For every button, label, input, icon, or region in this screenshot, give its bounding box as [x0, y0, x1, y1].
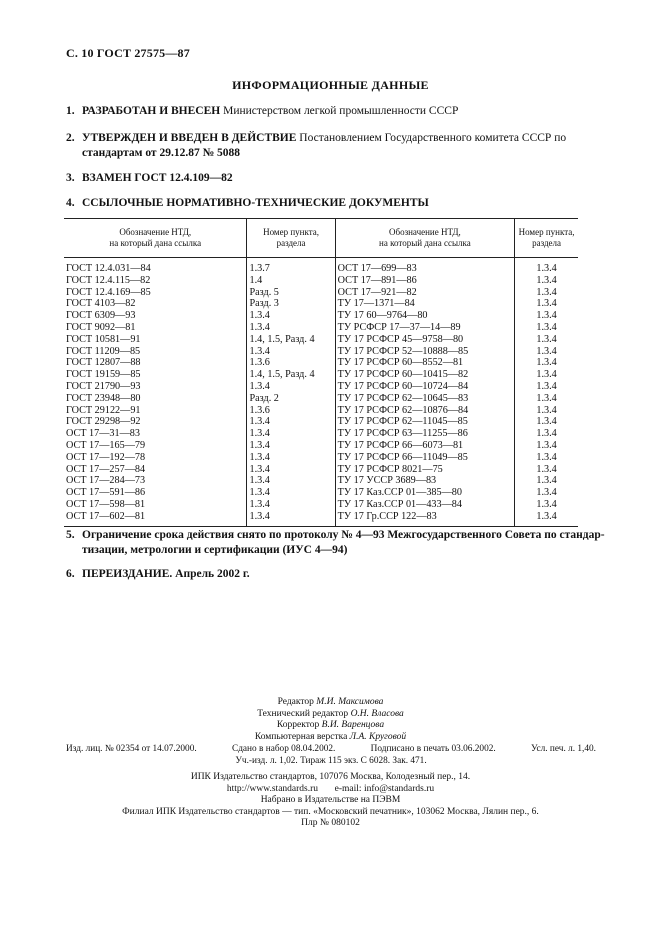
doc-cell: ОСТ 17—891—86 — [335, 275, 514, 287]
point-cell: 1.4, 1.5, Разд. 4 — [247, 334, 335, 346]
doc-cell: ГОСТ 29122—91 — [66, 404, 141, 416]
point-cell: 1.4 — [247, 275, 335, 287]
point-cell: Разд. 2 — [247, 393, 335, 405]
doc-cell: ТУ 17 РСФСР 62—11045—85 — [335, 416, 514, 428]
doc-cell: ТУ 17 Гр.ССР 122—83 — [335, 511, 514, 526]
point-cell: 1.3.4 — [515, 511, 578, 526]
col-header-point: Номер пункта, раздела — [515, 219, 578, 258]
reference-table — [64, 218, 578, 527]
credit-line: Компьютерная верстка Л.А. Круговой — [254, 731, 407, 742]
table-row — [64, 346, 578, 358]
doc-cell: ГОСТ 12807—88 — [66, 357, 141, 369]
point-cell: 1.3.4 — [247, 487, 335, 499]
table-row — [64, 258, 578, 275]
item-text: Апрель 2002 г. — [172, 568, 250, 580]
item-heading: ВЗАМЕН ГОСТ 12.4.109—82 — [82, 172, 233, 184]
doc-cell: ГОСТ 12.4.169—85 — [66, 286, 151, 298]
point-cell: 1.3.4 — [515, 452, 578, 464]
point-cell: 1.3.4 — [247, 499, 335, 511]
doc-cell: ТУ 17 РСФСР 60—10724—84 — [335, 381, 514, 393]
point-cell: 1.3.4 — [515, 487, 578, 499]
item-number: 2. — [66, 132, 75, 144]
doc-cell: ОСТ 17—284—73 — [66, 475, 146, 487]
table-header-row — [64, 219, 578, 258]
point-cell: 1.3.4 — [247, 464, 335, 476]
doc-cell: ГОСТ 6309—93 — [66, 310, 136, 322]
doc-cell: ТУ 17 РСФСР 60—8552—81 — [335, 357, 514, 369]
doc-cell: ГОСТ 23948—80 — [66, 392, 141, 404]
doc-cell: ТУ 17 РСФСР 63—11255—86 — [335, 428, 514, 440]
doc-cell: ОСТ 17—257—84 — [66, 463, 146, 475]
item-heading: Ограничение срока действия снято по протоколу № 4—93 Межгосударственного Совета по стандар- — [82, 529, 605, 541]
item-number: 4. — [66, 197, 75, 209]
doc-cell: ГОСТ 10581—91 — [66, 333, 141, 345]
col-header-point: Номер пункта, раздела — [247, 219, 335, 258]
doc-cell: ТУ 17 РСФСР 60—10415—82 — [335, 369, 514, 381]
doc-cell: ГОСТ 9092—81 — [66, 321, 136, 333]
table-row — [64, 452, 578, 464]
point-cell: 1.3.4 — [247, 310, 335, 322]
table-row — [64, 357, 578, 369]
item-heading: УТВЕРЖДЕН И ВВЕДЕН В ДЕЙСТВИЕ — [82, 132, 297, 144]
doc-cell: ТУ РСФСР 17—37—14—89 — [335, 322, 514, 334]
table-row — [64, 440, 578, 452]
page-header: С. 10 ГОСТ 27575—87 — [66, 46, 190, 60]
item-number: 3. — [66, 172, 75, 184]
item-2 — [66, 131, 606, 161]
item-number: 1. — [66, 105, 75, 117]
doc-cell: ОСТ 17—921—82 — [335, 287, 514, 299]
point-cell: 1.4, 1.5, Разд. 4 — [247, 369, 335, 381]
table-row — [64, 393, 578, 405]
imprint-line: ИПК Издательство стандартов, 107076 Москва, Колодезный пер., 14. — [190, 772, 471, 782]
doc-cell: ОСТ 17—598—81 — [66, 498, 146, 510]
point-cell: 1.3.4 — [247, 440, 335, 452]
item-text: Постановлением Государственного комитета СССР по — [296, 132, 567, 144]
point-cell: 1.3.4 — [515, 416, 578, 428]
credit-line: Корректор В.И. Варенцова — [276, 720, 385, 730]
credit-line: Редактор М.И. Максимова — [277, 697, 384, 707]
table-row — [64, 369, 578, 381]
item-text-cont: тизации, метрологии и сертификации (ИУС 4—94) — [82, 544, 348, 556]
table-row — [64, 381, 578, 393]
point-cell: 1.3.4 — [515, 298, 578, 310]
doc-cell: ОСТ 17—165—79 — [66, 439, 146, 451]
point-cell: 1.3.4 — [515, 369, 578, 381]
table-row — [64, 511, 578, 526]
point-cell: 1.3.4 — [247, 416, 335, 428]
doc-cell: ТУ 17 РСФСР 66—11049—85 — [335, 452, 514, 464]
point-cell: 1.3.7 — [247, 258, 335, 275]
publication-row: Изд. лиц. № 02354 от 14.07.2000. Сдано в набор 08.04.2002. Подписано в печать 03.06.2002. Усл. печ. л. 1,40. — [66, 744, 596, 754]
imprint-line: Плр № 080102 — [301, 818, 360, 828]
imprint-line: http://www.standards.ru e-mail: info@standards.ru — [226, 783, 435, 794]
item-number: 6. — [66, 568, 75, 580]
doc-cell: ТУ 17 РСФСР 62—10645—83 — [335, 393, 514, 405]
table-row — [64, 487, 578, 499]
doc-cell: ГОСТ 29298—92 — [66, 416, 141, 428]
point-cell: 1.3.4 — [515, 381, 578, 393]
imprint-line: Филиал ИПК Издательство стандартов — тип. «Московский печатник», 103062 Москва, Лялин пер., 6. — [122, 806, 539, 817]
point-cell: 1.3.4 — [515, 499, 578, 511]
item-1 — [66, 104, 606, 119]
point-cell: 1.3.4 — [515, 357, 578, 369]
table-row — [64, 298, 578, 310]
table-row — [64, 475, 578, 487]
point-cell: 1.3.4 — [515, 464, 578, 476]
imprint-line: Набрано в Издательстве на ПЭВМ — [260, 795, 401, 805]
point-cell: 1.3.4 — [515, 310, 578, 322]
point-cell: 1.3.6 — [247, 357, 335, 369]
col-header-doc: Обозначение НТД, на который дана ссылка — [64, 219, 247, 258]
table-body — [64, 258, 578, 527]
doc-cell: ГОСТ 11209—85 — [66, 345, 141, 357]
col-header-doc: Обозначение НТД, на который дана ссылка — [335, 219, 514, 258]
table-row — [64, 287, 578, 299]
point-cell: Разд. 3 — [247, 298, 335, 310]
point-cell: 1.3.4 — [515, 405, 578, 417]
doc-cell: ОСТ 17—31—83 — [66, 428, 140, 440]
doc-cell: ГОСТ 4103—82 — [66, 298, 136, 310]
doc-cell: ГОСТ 21790—93 — [66, 380, 141, 392]
item-4 — [66, 196, 606, 211]
point-cell: 1.3.4 — [247, 381, 335, 393]
credit-line: Технический редактор О.Н. Власова — [257, 708, 404, 719]
point-cell: 1.3.4 — [515, 346, 578, 358]
table-row — [64, 322, 578, 334]
publication-details — [66, 744, 596, 767]
doc-cell: ТУ 17 Каз.ССР 01—433—84 — [335, 499, 514, 511]
point-cell: 1.3.4 — [247, 428, 335, 440]
doc-cell: ТУ 17 РСФСР 66—6073—81 — [335, 440, 514, 452]
point-cell: 1.3.4 — [515, 334, 578, 346]
point-cell: 1.3.4 — [515, 393, 578, 405]
doc-cell: ТУ 17 РСФСР 45—9758—80 — [335, 334, 514, 346]
doc-cell: ТУ 17 Каз.ССР 01—385—80 — [335, 487, 514, 499]
item-text: Министерством легкой промышленности СССР — [220, 105, 459, 117]
point-cell: 1.3.4 — [247, 511, 335, 526]
point-cell: 1.3.6 — [247, 405, 335, 417]
publisher-imprint — [0, 772, 661, 830]
point-cell: 1.3.4 — [247, 452, 335, 464]
doc-cell: ОСТ 17—602—81 — [64, 511, 247, 526]
table-row — [64, 416, 578, 428]
point-cell: 1.3.4 — [247, 322, 335, 334]
point-cell: 1.3.4 — [247, 346, 335, 358]
table-row — [64, 275, 578, 287]
point-cell: 1.3.4 — [515, 258, 578, 275]
point-cell: 1.3.4 — [515, 475, 578, 487]
table-row — [64, 334, 578, 346]
point-cell: 1.3.4 — [247, 475, 335, 487]
doc-cell: ТУ 17 РСФСР 52—10888—85 — [335, 346, 514, 358]
doc-cell: ГОСТ 12.4.031—84 — [66, 263, 151, 274]
item-3 — [66, 171, 606, 186]
doc-cell: ГОСТ 12.4.115—82 — [66, 274, 151, 286]
item-text-cont: стандартам от 29.12.87 № 5088 — [82, 147, 241, 159]
doc-cell: ТУ 17 УССР 3689—83 — [335, 475, 514, 487]
table-row — [64, 310, 578, 322]
item-number: 5. — [66, 529, 75, 541]
item-heading: РАЗРАБОТАН И ВНЕСЕН — [82, 105, 221, 117]
doc-cell: ТУ 17—1371—84 — [335, 298, 514, 310]
table-row — [64, 428, 578, 440]
item-5 — [66, 528, 606, 558]
point-cell: 1.3.4 — [515, 440, 578, 452]
doc-cell: ТУ 17 РСФСР 62—10876—84 — [335, 405, 514, 417]
editorial-credits — [0, 697, 661, 743]
publication-row: Уч.-изд. л. 1,02. Тираж 115 экз. С 6028. Зак. 471. — [235, 755, 427, 766]
item-heading: ПЕРЕИЗДАНИЕ. — [82, 568, 173, 580]
doc-cell: ТУ 17 60—9764—80 — [335, 310, 514, 322]
item-6 — [66, 567, 606, 582]
doc-cell: ОСТ 17—591—86 — [66, 487, 146, 499]
table-row — [64, 464, 578, 476]
item-heading: ССЫЛОЧНЫЕ НОРМАТИВНО-ТЕХНИЧЕСКИЕ ДОКУМЕНТЫ — [82, 197, 429, 209]
doc-cell: ГОСТ 19159—85 — [66, 369, 141, 381]
point-cell: 1.3.4 — [515, 275, 578, 287]
section-title: ИНФОРМАЦИОННЫЕ ДАННЫЕ — [232, 78, 429, 92]
point-cell: 1.3.4 — [515, 322, 578, 334]
doc-cell: ОСТ 17—192—78 — [66, 451, 146, 463]
doc-cell: ТУ 17 РСФСР 8021—75 — [335, 464, 514, 476]
point-cell: Разд. 5 — [247, 287, 335, 299]
table-row — [64, 405, 578, 417]
point-cell: 1.3.4 — [515, 428, 578, 440]
table-row — [64, 499, 578, 511]
doc-cell: ОСТ 17—699—83 — [335, 258, 514, 275]
point-cell: 1.3.4 — [515, 287, 578, 299]
